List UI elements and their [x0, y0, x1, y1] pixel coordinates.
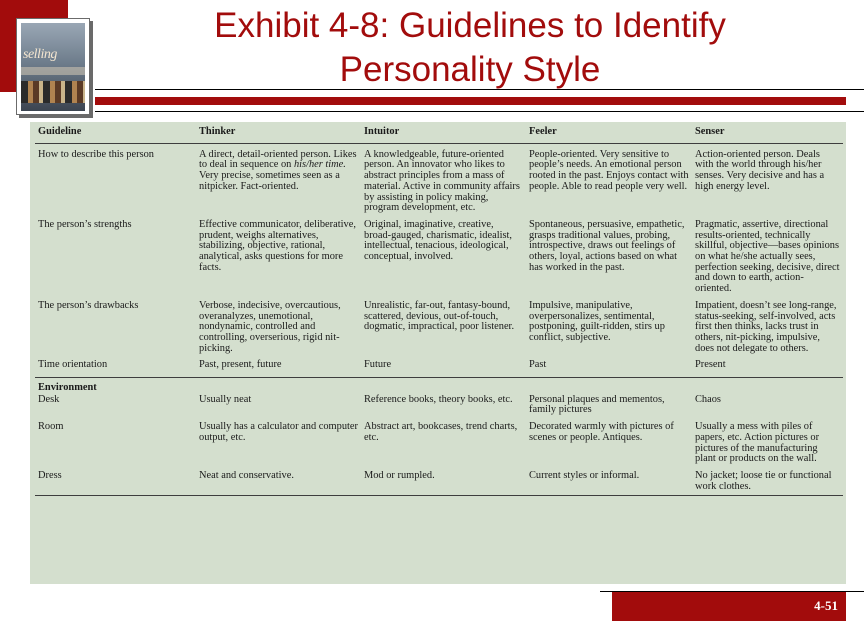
personality-guidelines-table: [35, 124, 843, 496]
slide-title: [150, 4, 790, 92]
cell-thinker: Neat and conservative.: [196, 471, 361, 496]
row-guideline: Time orientation: [35, 360, 196, 377]
slide-title-line-2: Personality Style: [339, 50, 601, 89]
header-guideline: Guideline: [35, 124, 196, 143]
cell-senser: Pragmatic, assertive, directional results-oriented, technically skillful, objective—bases opinions on what he/she actually sees, perfection seeking, decisive, direct and down to earth, action-oriented.: [695, 218, 840, 295]
cell-feeler: Current styles or informal.: [526, 471, 692, 496]
cell-feeler: Personal plaques and mementos, family pictures: [529, 393, 665, 416]
divider-bottom: [95, 111, 864, 112]
cell-senser: Impatient, doesn’t see long-range, status-seeking, self-involved, acts first then thinks, lacks trust in others, nit-picking, impulsive, does not delegate to others.: [695, 299, 837, 354]
header-intuitor: Intuitor: [361, 124, 526, 143]
environment-section-row: [35, 378, 843, 395]
header-senser: Senser: [692, 124, 843, 143]
row-guideline: Dress: [35, 471, 196, 496]
cell-senser: No jacket; loose tie or functional work clothes.: [692, 471, 843, 496]
table-row: [35, 471, 843, 496]
cell-feeler: Past: [526, 360, 692, 377]
slide-title-line-1: Exhibit 4-8: Guidelines to Identify: [214, 6, 726, 45]
cell-thinker: Usually neat: [199, 393, 252, 405]
table-row: [35, 422, 843, 471]
cell-feeler: Spontaneous, persuasive, empathetic, grasps traditional values, probing, introspective, draws out feelings of others, loyal, actions based on what has worked in the past.: [529, 218, 685, 273]
cell-feeler: Impulsive, manipulative, overpersonalizes, sentimental, postponing, guilt-ridden, stirs up conflict, subjective.: [529, 299, 665, 343]
cell-thinker: A direct, detail-oriented person. Likes to deal in sequence on his/her time. Very precise, sometimes seen as a nitpicker. Fact-oriented.: [199, 148, 357, 192]
book-cover-thumbnail: [16, 18, 90, 115]
cell-senser: Action-oriented person. Deals with the world through his/her senses. Very decisive and has a high energy level.: [695, 148, 825, 192]
cell-feeler: People-oriented. Very sensitive to people’s needs. An emotional person rooted in the past. Enjoys contact with people. Able to read people very well.: [529, 148, 689, 192]
header-thinker: Thinker: [196, 124, 361, 143]
row-guideline: Room: [38, 421, 64, 433]
cell-feeler: Decorated warmly with pictures of scenes or people. Antiques.: [529, 421, 674, 443]
row-guideline: The person’s drawbacks: [38, 299, 139, 311]
cell-thinker: Verbose, indecisive, overcautious, overanalyzes, unemotional, nondynamic, controlled and controlling, overserious, rigid nit-picking.: [199, 299, 341, 354]
cell-intuitor: Reference books, theory books, etc.: [364, 393, 513, 405]
table-row: [35, 395, 843, 422]
divider-red-bar: [95, 97, 846, 105]
exhibit-panel: [30, 122, 846, 584]
table-row: [35, 360, 843, 377]
row-guideline: The person’s strengths: [38, 218, 132, 230]
cell-intuitor: Unrealistic, far-out, fantasy-bound, scattered, devious, out-of-touch, dogmatic, impractical, poor listener.: [364, 299, 515, 333]
cell-intuitor: Abstract art, bookcases, trend charts, etc.: [364, 421, 518, 443]
cell-intuitor: Original, imaginative, creative, broad-gauged, charismatic, idealist, intellectual, tenacious, ideological, conceptual, involved.: [364, 218, 513, 263]
cell-thinker: Past, present, future: [196, 360, 361, 377]
book-cover-image: [21, 23, 85, 111]
row-guideline: Desk: [38, 393, 60, 405]
page-number: 4-51: [814, 598, 838, 613]
cell-intuitor: A knowledgeable, future-oriented person. An innovator who likes to abstract principles from a mass of material. Active in community affairs by assisting in policy making, program development, etc.: [364, 148, 520, 214]
divider-top: [95, 89, 864, 90]
book-cover-photo-strip: [21, 81, 85, 103]
footer-bar: [612, 592, 846, 621]
header-feeler: Feeler: [526, 124, 692, 143]
cell-intuitor: Future: [361, 360, 526, 377]
table-row: [35, 220, 843, 301]
cell-senser: Usually a mess with piles of papers, etc. Action pictures or pictures of the manufacturing plant or products on the wall.: [695, 421, 820, 465]
book-cover-title: selling: [23, 47, 57, 62]
cell-senser: Present: [692, 360, 843, 377]
cell-senser: Chaos: [695, 393, 721, 405]
cell-thinker: Effective communicator, deliberative, prudent, weighs alternatives, stabilizing, objective, rational, analytical, asks questions for more facts.: [199, 218, 356, 273]
cell-thinker: Usually has a calculator and computer output, etc.: [199, 421, 358, 443]
environment-label: Environment: [38, 382, 97, 394]
cell-intuitor: Mod or rumpled.: [361, 471, 526, 496]
table-row: [35, 301, 843, 361]
row-guideline: How to describe this person: [38, 148, 155, 160]
table-row: [35, 143, 843, 220]
table-header-row: [35, 124, 843, 143]
